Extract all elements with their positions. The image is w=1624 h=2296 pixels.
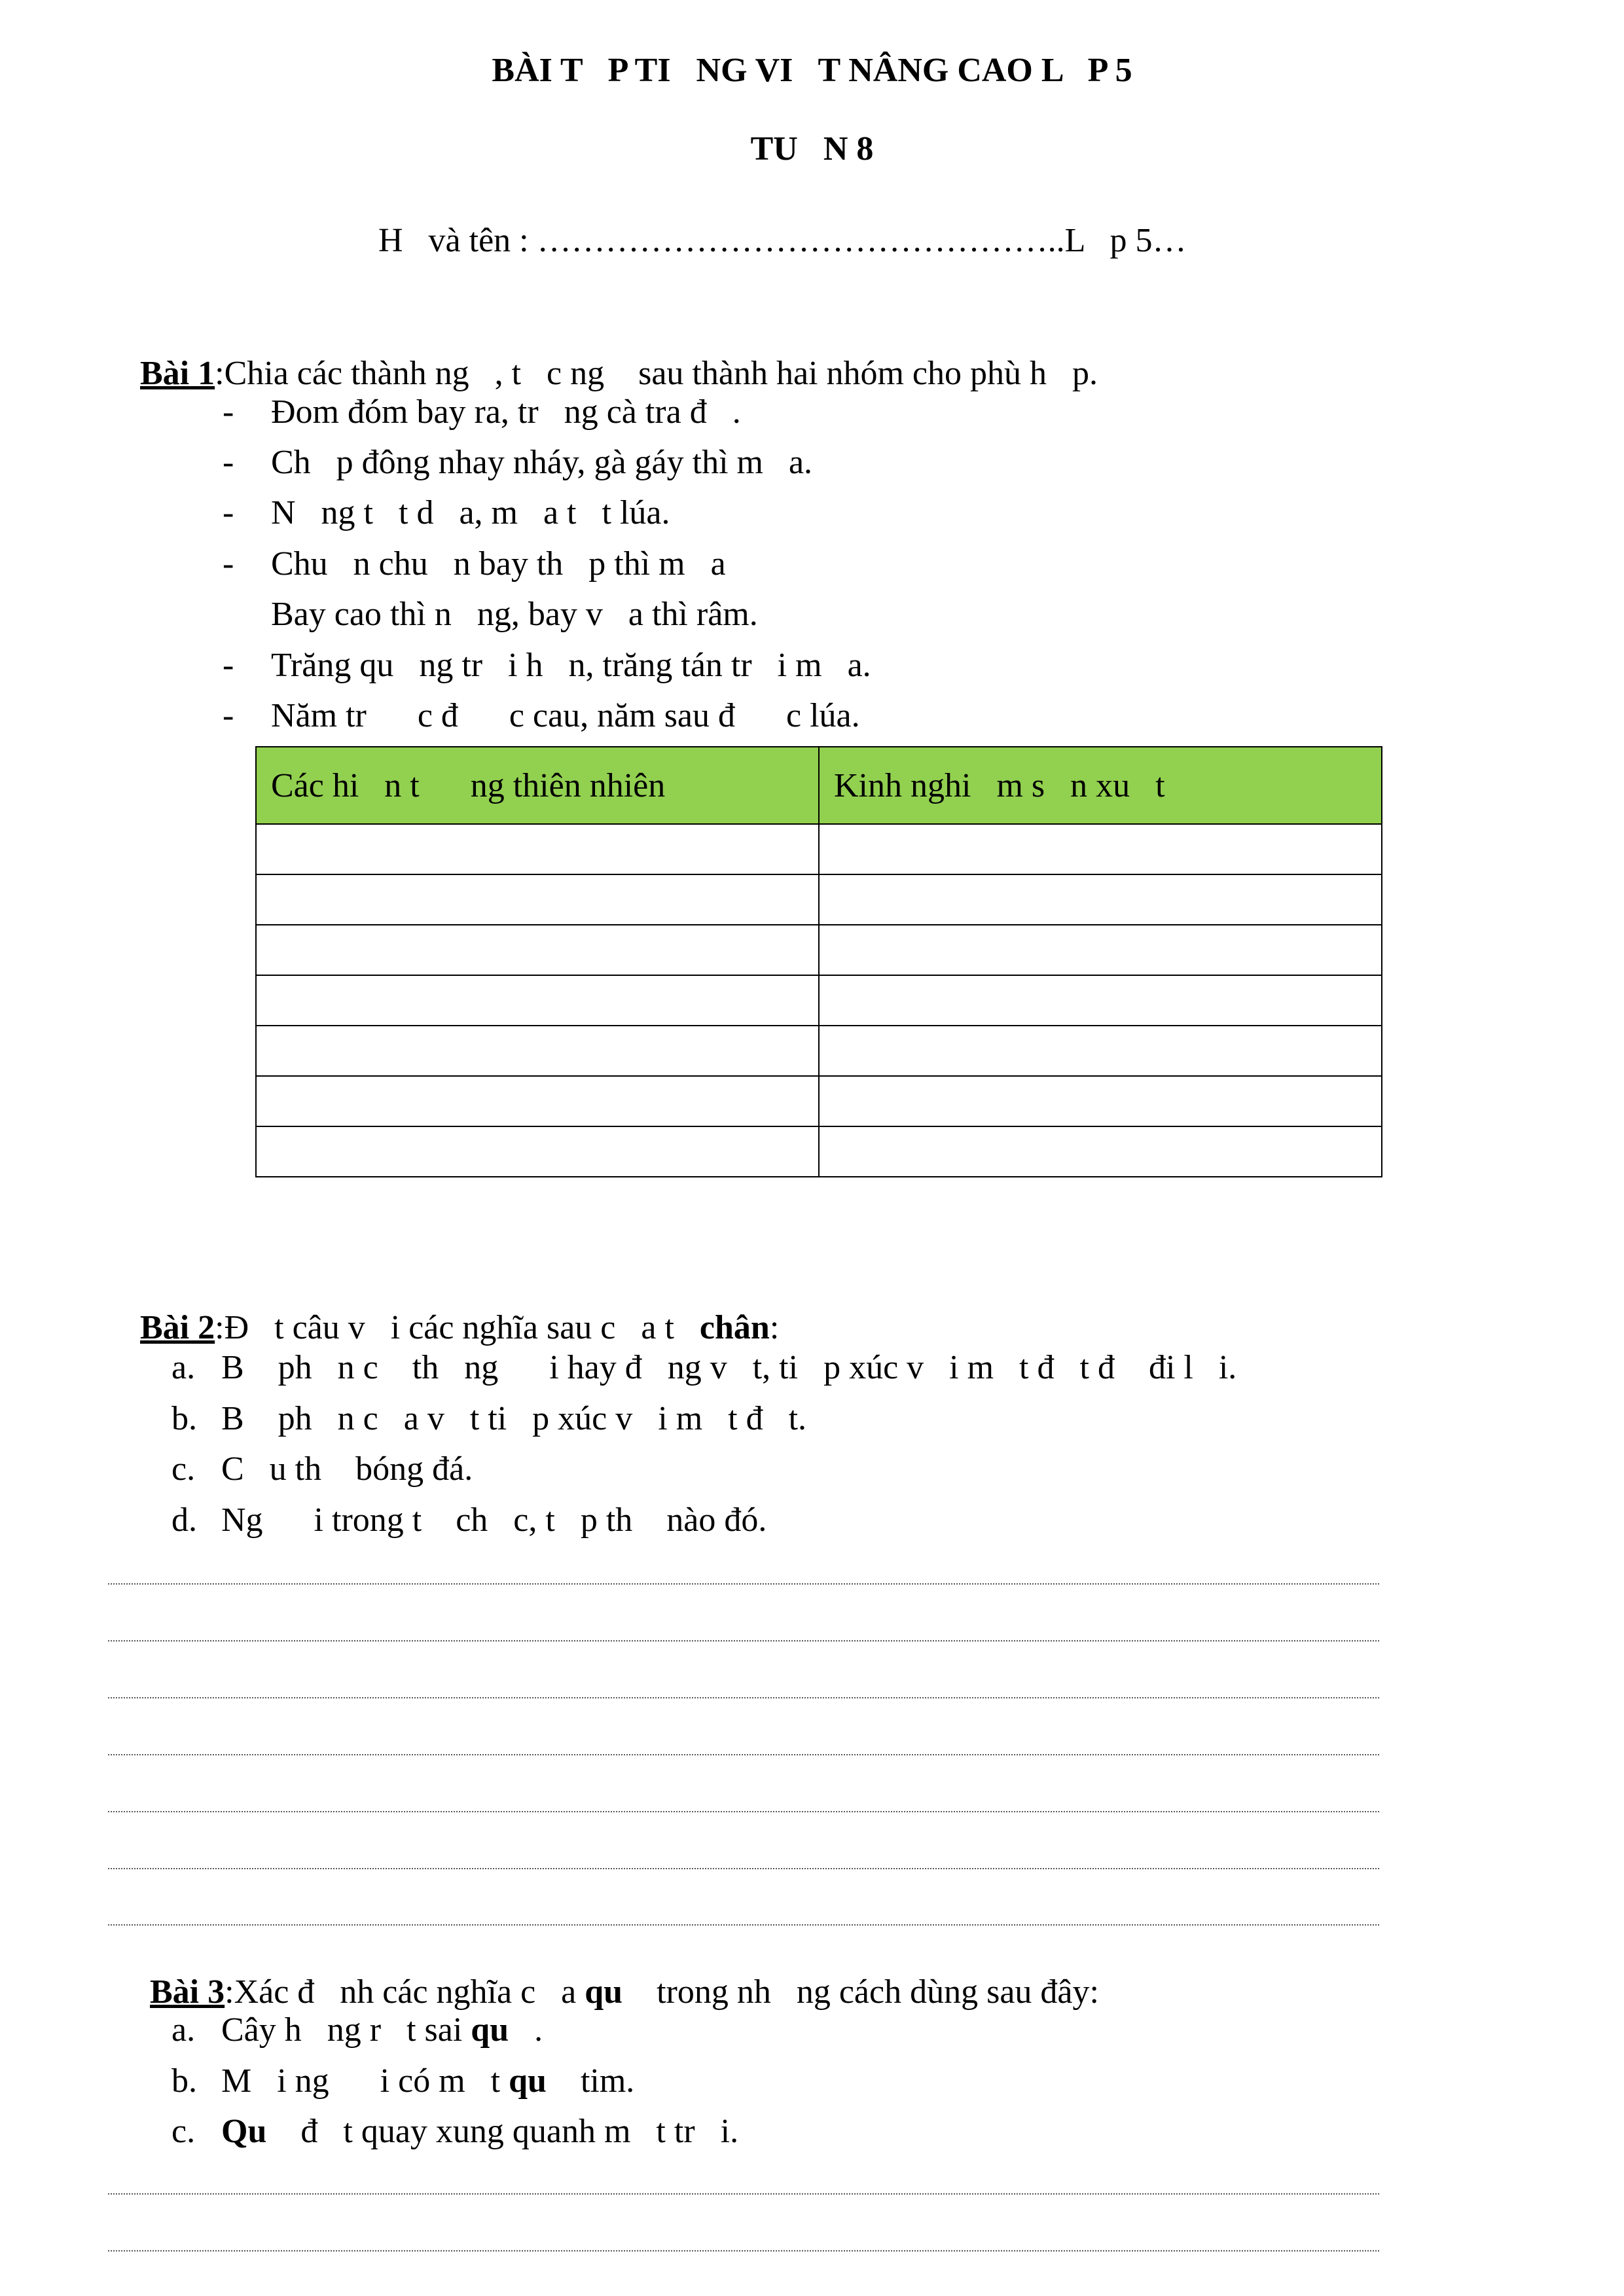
item-letter: b. <box>171 2062 197 2100</box>
bai3-item-keyword: Qu <box>221 2113 293 2150</box>
answer-line[interactable] <box>108 1811 1379 1812</box>
bai2-item: B ph n c th ng i hay đ ng v t, ti p xúc v i m t đ t đ đi l i. <box>221 1349 1237 1386</box>
bullet-dash: - <box>223 647 234 684</box>
bullet-dash: - <box>223 393 234 431</box>
worksheet-title: BÀI T P TI NG VI T NÂNG CAO L P 5 <box>492 52 1132 89</box>
table-cell[interactable] <box>819 1126 1382 1177</box>
item-letter: c. <box>171 1450 196 1488</box>
bai1-item-continuation: Bay cao thì n ng, bay v a thì râm. <box>271 596 758 633</box>
table-cell[interactable] <box>256 1076 819 1126</box>
table-row <box>256 1076 1382 1126</box>
table-cell[interactable] <box>819 1076 1382 1126</box>
classification-table <box>255 746 1382 1177</box>
bai2-item: Ng i trong t ch c, t p th nào đó. <box>221 1501 767 1539</box>
answer-line[interactable] <box>108 1697 1379 1698</box>
table-header-row <box>256 747 1382 824</box>
table-row <box>256 925 1382 975</box>
bai2-keyword: chân <box>699 1309 770 1346</box>
table-header-cell: Các hi n t ng thiên nhiên <box>256 747 819 824</box>
table-cell[interactable] <box>256 925 819 975</box>
bai3-label: Bài 3 <box>150 1973 225 2011</box>
table-row <box>256 1126 1382 1177</box>
bai3-item-text-end: . <box>534 2011 543 2049</box>
bai1-prompt: :Chia các thành ng , t c ng sau thành hai nhóm cho phù h p. <box>215 355 1098 392</box>
bai1-item: Ch p đông nhay nháy, gà gáy thì m a. <box>271 444 813 481</box>
answer-line[interactable] <box>108 1640 1379 1641</box>
bai3-item-text-end: tim. <box>571 2062 635 2100</box>
bai2-item: C u th bóng đá. <box>221 1450 473 1488</box>
answer-line[interactable] <box>108 1754 1379 1755</box>
table-row <box>256 975 1382 1026</box>
week-label: TU N 8 <box>750 130 874 168</box>
table-cell[interactable] <box>819 1026 1382 1076</box>
bai1-heading <box>123 315 1098 393</box>
bai1-label: Bài 1 <box>140 355 215 392</box>
table-row <box>256 874 1382 925</box>
bullet-dash: - <box>223 494 234 531</box>
answer-line[interactable] <box>108 2250 1379 2251</box>
table-cell[interactable] <box>256 874 819 925</box>
bai2-heading <box>123 1270 779 1347</box>
bai3-item-text: Cây h ng r t sai <box>221 2011 471 2049</box>
bai3-keyword: qu <box>585 1973 649 2011</box>
table-cell[interactable] <box>256 975 819 1026</box>
table-row <box>256 824 1382 874</box>
bai3-item-keyword: qu <box>471 2011 535 2049</box>
bai3-prompt-end: trong nh ng cách dùng sau đây: <box>648 1973 1099 2011</box>
answer-line[interactable] <box>108 1868 1379 1869</box>
bai1-item: Chu n chu n bay th p thì m a <box>271 545 726 583</box>
bai2-prompt: :Đ t câu v i các nghĩa sau c a t <box>215 1309 700 1346</box>
bai3-item <box>221 2062 634 2100</box>
table-cell[interactable] <box>256 1126 819 1177</box>
bai3-prompt: :Xác đ nh các nghĩa c a <box>225 1973 585 2011</box>
bullet-dash: - <box>223 545 234 583</box>
bai1-item: Đom đóm bay ra, tr ng cà tra đ . <box>271 393 741 431</box>
table-cell[interactable] <box>256 1026 819 1076</box>
bullet-dash: - <box>223 444 234 481</box>
bai3-item <box>221 2011 543 2049</box>
bai1-item: Trăng qu ng tr i h n, trăng tán tr i m a. <box>271 647 871 684</box>
table-cell[interactable] <box>819 925 1382 975</box>
answer-line[interactable] <box>108 1583 1379 1585</box>
bai2-item: B ph n c a v t ti p xúc v i m t đ t. <box>221 1400 807 1437</box>
item-letter: a. <box>171 2011 196 2049</box>
bai3-heading <box>133 1934 1099 2011</box>
table-cell[interactable] <box>819 874 1382 925</box>
bai2-label: Bài 2 <box>140 1309 215 1346</box>
bai1-item: Năm tr c đ c cau, năm sau đ c lúa. <box>271 697 860 734</box>
bai2-prompt-end: : <box>769 1309 780 1346</box>
item-letter: b. <box>171 1400 197 1437</box>
table-cell[interactable] <box>819 824 1382 874</box>
table-cell[interactable] <box>256 824 819 874</box>
bullet-dash: - <box>223 697 234 734</box>
bai1-item: N ng t t d a, m a t t lúa. <box>271 494 670 531</box>
answer-line[interactable] <box>108 2193 1379 2195</box>
table-cell[interactable] <box>819 975 1382 1026</box>
bai3-item <box>221 2112 738 2151</box>
item-letter: c. <box>171 2113 196 2150</box>
item-letter: d. <box>171 1501 197 1539</box>
answer-line[interactable] <box>108 1924 1379 1926</box>
table-row <box>256 1026 1382 1076</box>
table-header-cell: Kinh nghi m s n xu t <box>819 747 1382 824</box>
item-letter: a. <box>171 1349 196 1386</box>
bai3-item-keyword: qu <box>509 2062 572 2100</box>
student-name-line: H và tên : ………………………………………..L p 5… <box>378 222 1187 259</box>
bai3-item-text: M i ng i có m t <box>221 2062 509 2100</box>
bai3-item-text-end: đ t quay xung quanh m t tr i. <box>292 2113 739 2150</box>
